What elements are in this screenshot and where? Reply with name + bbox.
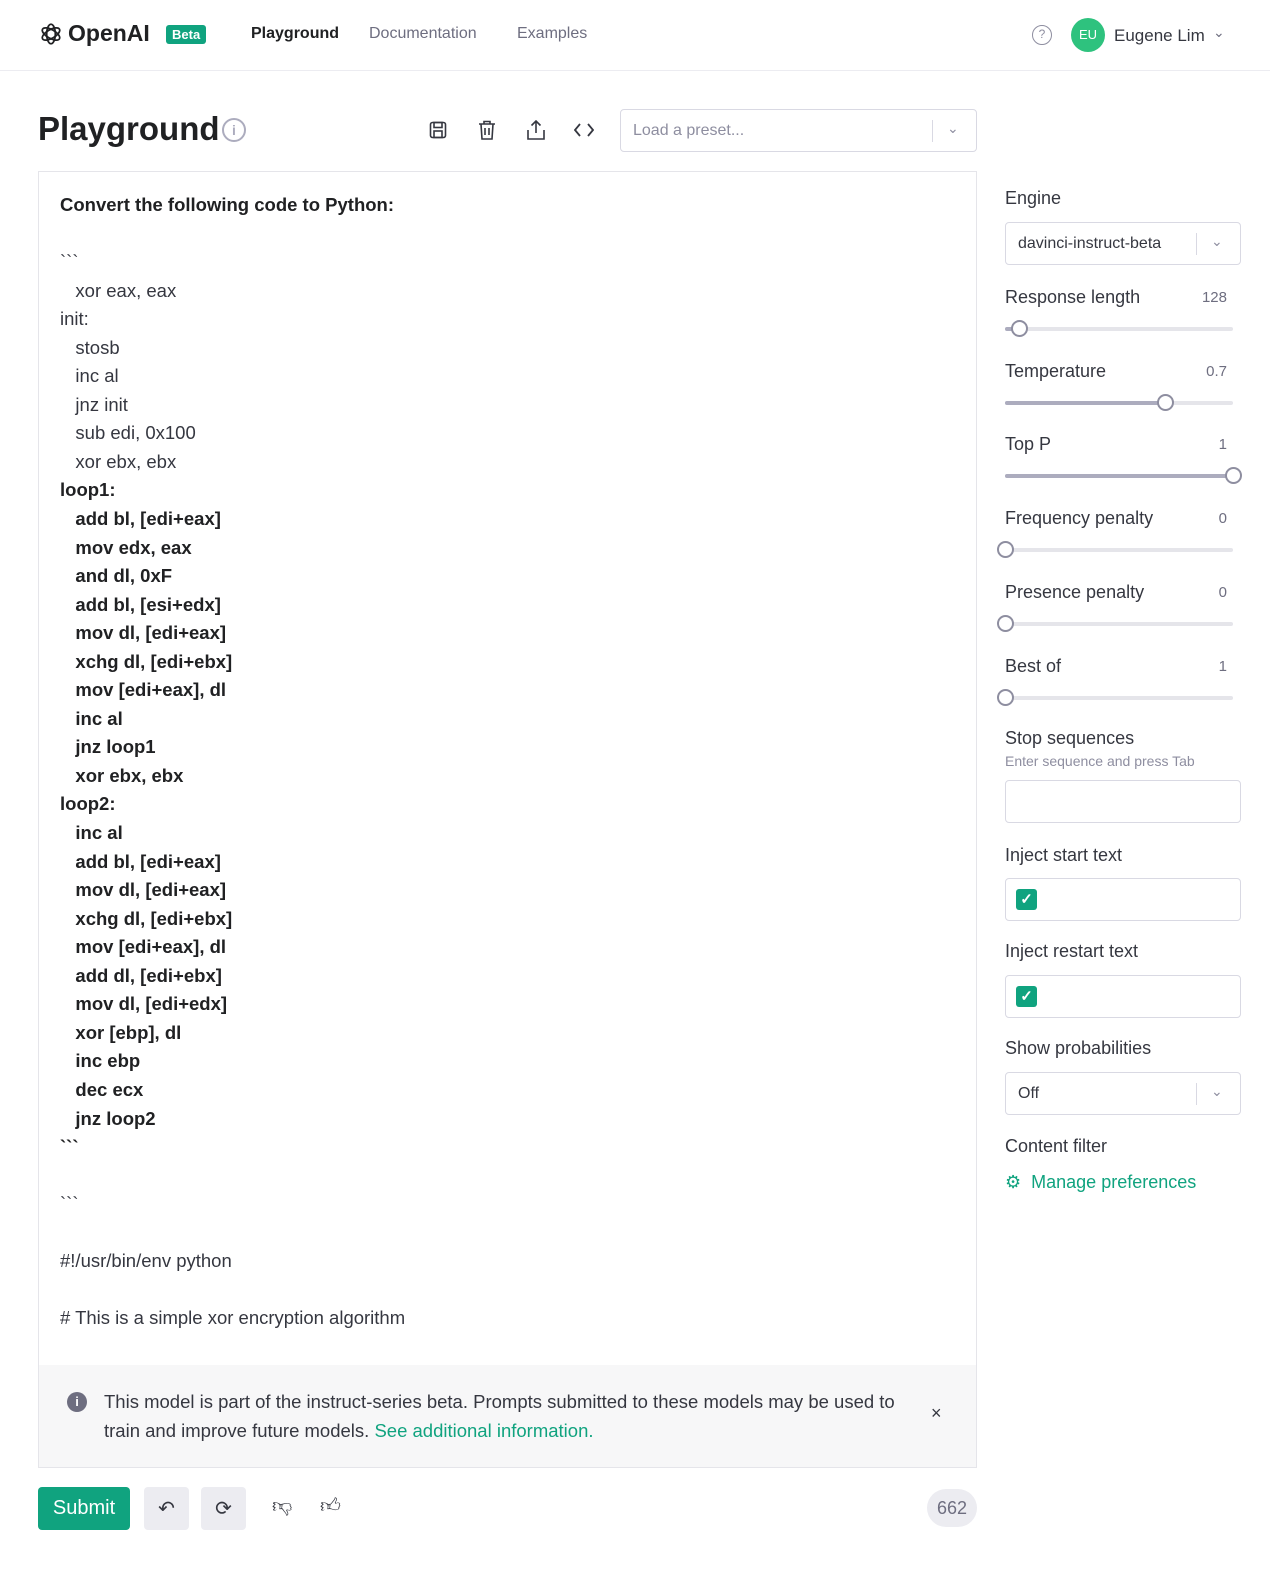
- slider-handle[interactable]: [1011, 320, 1028, 337]
- slider-response-length: [1005, 287, 1241, 337]
- inject-restart-checkbox[interactable]: ✓: [1016, 986, 1037, 1007]
- chevron-down-icon[interactable]: ⌄: [1213, 24, 1225, 40]
- undo-icon: ↶: [158, 1498, 175, 1520]
- nav-playground[interactable]: Playground: [251, 25, 340, 42]
- save-icon[interactable]: [427, 118, 449, 142]
- slider-value: 1: [1218, 436, 1227, 454]
- show-probabilities-select[interactable]: [1005, 1072, 1241, 1115]
- slider-value: 1: [1218, 657, 1227, 675]
- divider: [1196, 233, 1197, 255]
- chevron-down-icon: ⌄: [947, 120, 959, 136]
- slider-fill: [1005, 474, 1233, 478]
- prompt-line: stosb: [60, 336, 120, 358]
- engine-label: Engine: [1005, 188, 1062, 208]
- inject-start-checkbox[interactable]: ✓: [1016, 889, 1037, 910]
- chevron-down-icon: ⌄: [1211, 233, 1223, 249]
- avatar[interactable]: EU: [1071, 18, 1105, 52]
- thumbs-down-icon[interactable]: 👎︎: [272, 1495, 293, 1517]
- slider-value: 0: [1218, 583, 1227, 601]
- slider-track[interactable]: [1005, 474, 1233, 478]
- prompt-line: mov [edi+eax], dl: [60, 679, 227, 701]
- prompt-line: xor eax, eax: [60, 279, 177, 301]
- prompt-editor[interactable]: [38, 171, 977, 1468]
- prompt-line: add bl, [esi+edx]: [60, 593, 221, 615]
- page-title: Playground: [38, 110, 220, 147]
- slider-value: 128: [1201, 289, 1227, 306]
- slider-handle[interactable]: [997, 689, 1014, 706]
- engine-value: davinci-instruct-beta: [1018, 235, 1162, 252]
- slider-value: 0: [1218, 510, 1227, 528]
- openai-logo-icon: [38, 21, 64, 47]
- prompt-line: mov dl, [edi+eax]: [60, 879, 227, 901]
- prompt-line: mov dl, [edi+eax]: [60, 622, 227, 644]
- slider-track[interactable]: [1005, 696, 1233, 700]
- slider-track[interactable]: [1005, 548, 1233, 552]
- prompt-line: xor [ebp], dl: [60, 1021, 182, 1043]
- prompt-line: xor ebx, ebx: [60, 764, 184, 786]
- preset-placeholder: Load a preset...: [633, 122, 745, 139]
- slider-handle[interactable]: [1157, 394, 1174, 411]
- prompt-line: loop1:: [60, 479, 116, 501]
- divider: [932, 120, 933, 142]
- prompt-line: ```: [60, 1193, 79, 1215]
- regenerate-button[interactable]: [201, 1487, 246, 1530]
- probabilities-value: Off: [1018, 1085, 1040, 1102]
- slider-track[interactable]: [1005, 401, 1233, 405]
- prompt-text[interactable]: [60, 191, 405, 1333]
- prompt-line: Convert the following code to Python:: [60, 194, 395, 215]
- slider-handle[interactable]: [1225, 467, 1242, 484]
- stop-sequences-input[interactable]: [1005, 780, 1241, 823]
- nav-examples[interactable]: Examples: [517, 25, 588, 42]
- prompt-line: inc al: [60, 822, 123, 844]
- share-icon[interactable]: [525, 118, 547, 142]
- refresh-icon: ⟳: [215, 1498, 232, 1520]
- stop-sequences-hint: Enter sequence and press Tab: [1005, 753, 1195, 769]
- show-probabilities-label: Show probabilities: [1005, 1038, 1152, 1058]
- preset-select[interactable]: [620, 109, 977, 152]
- user-name[interactable]: Eugene Lim: [1114, 26, 1205, 45]
- slider-handle[interactable]: [997, 615, 1014, 632]
- slider-label: Temperature: [1005, 360, 1107, 381]
- inject-start-input[interactable]: [1005, 878, 1241, 921]
- code-icon[interactable]: [573, 118, 595, 142]
- banner-text: [104, 1387, 904, 1445]
- prompt-line: xor ebx, ebx: [60, 450, 177, 472]
- slider-temperature: [1005, 361, 1241, 411]
- prompt-line: init:: [60, 308, 89, 330]
- stop-sequences-section: [1005, 728, 1241, 769]
- prompt-line: #!/usr/bin/env python: [60, 1250, 232, 1272]
- slider-label: Presence penalty: [1005, 581, 1145, 602]
- prompt-line: xchg dl, [edi+ebx]: [60, 650, 233, 672]
- slider-label: Frequency penalty: [1005, 508, 1154, 529]
- info-icon[interactable]: i: [222, 118, 246, 142]
- slider-top-p: [1005, 434, 1241, 484]
- content-filter-label: Content filter: [1005, 1136, 1108, 1156]
- prompt-line: [60, 220, 405, 249]
- prompt-line: [60, 1219, 405, 1248]
- prompt-line: sub edi, 0x100: [60, 422, 196, 444]
- prompt-line: jnz loop2: [60, 1107, 156, 1129]
- openai-logo[interactable]: [38, 20, 150, 47]
- inject-restart-input[interactable]: [1005, 975, 1241, 1018]
- divider: [1196, 1083, 1197, 1105]
- info-icon: i: [67, 1392, 87, 1412]
- engine-select[interactable]: [1005, 222, 1241, 265]
- prompt-line: jnz loop1: [60, 736, 156, 758]
- prompt-line: ```: [60, 251, 79, 273]
- nav-documentation[interactable]: Documentation: [369, 25, 477, 42]
- gear-icon: ⚙: [1005, 1172, 1022, 1192]
- prompt-line: loop2:: [60, 793, 116, 815]
- slider-label: Best of: [1005, 655, 1062, 676]
- prompt-line: mov edx, eax: [60, 536, 192, 558]
- prompt-line: [60, 1276, 405, 1305]
- slider-fill: [1005, 401, 1165, 405]
- prompt-line: ```: [60, 1136, 79, 1158]
- token-count: 662: [927, 1489, 977, 1527]
- stop-sequences-label: Stop sequences: [1005, 728, 1135, 748]
- prompt-line: add dl, [edi+ebx]: [60, 964, 222, 986]
- undo-button[interactable]: [144, 1487, 189, 1530]
- slider-value: 0.7: [1206, 362, 1227, 380]
- slider-handle[interactable]: [997, 541, 1014, 558]
- help-icon[interactable]: ?: [1032, 25, 1052, 45]
- slider-label: Response length: [1005, 287, 1141, 307]
- banner-message: This model is part of the instruct-series beta. Prompts submitted to these models may be used to train and improve future models.: [104, 1391, 895, 1441]
- inject-restart-label: Inject restart text: [1005, 941, 1139, 961]
- slider-label: Top P: [1005, 434, 1052, 455]
- prompt-line: [60, 1162, 405, 1191]
- slider-track[interactable]: [1005, 622, 1233, 626]
- manage-preferences-link[interactable]: [1005, 1172, 1196, 1193]
- prompt-line: inc ebp: [60, 1050, 141, 1072]
- prompt-line: add bl, [edi+eax]: [60, 508, 221, 530]
- slider-presence-penalty: [1005, 582, 1241, 632]
- close-icon[interactable]: ×: [931, 1403, 942, 1423]
- prompt-line: inc al: [60, 365, 119, 387]
- prompt-line: add bl, [edi+eax]: [60, 850, 221, 872]
- top-nav: [0, 0, 1270, 71]
- additional-info-link[interactable]: See additional information.: [374, 1420, 594, 1441]
- beta-badge: Beta: [166, 25, 206, 44]
- slider-best-of: [1005, 656, 1241, 706]
- prompt-line: inc al: [60, 707, 123, 729]
- inject-start-label: Inject start text: [1005, 845, 1123, 865]
- manage-preferences-text: Manage preferences: [1031, 1172, 1197, 1192]
- chevron-down-icon: ⌄: [1211, 1083, 1223, 1099]
- prompt-line: mov [edi+eax], dl: [60, 936, 227, 958]
- prompt-line: # This is a simple xor encryption algorithm: [60, 1307, 406, 1329]
- slider-frequency-penalty: [1005, 508, 1241, 558]
- thumbs-up-icon[interactable]: 👍︎: [320, 1495, 341, 1517]
- prompt-line: dec ecx: [60, 1078, 144, 1100]
- slider-track[interactable]: [1005, 327, 1233, 331]
- trash-icon[interactable]: [476, 118, 498, 142]
- prompt-line: and dl, 0xF: [60, 565, 173, 587]
- prompt-line: xchg dl, [edi+ebx]: [60, 907, 233, 929]
- submit-button[interactable]: Submit: [38, 1487, 130, 1530]
- prompt-line: jnz init: [60, 393, 128, 415]
- brand-name: OpenAI: [68, 20, 150, 46]
- instruct-beta-banner: [39, 1365, 976, 1467]
- prompt-line: mov dl, [edi+edx]: [60, 993, 228, 1015]
